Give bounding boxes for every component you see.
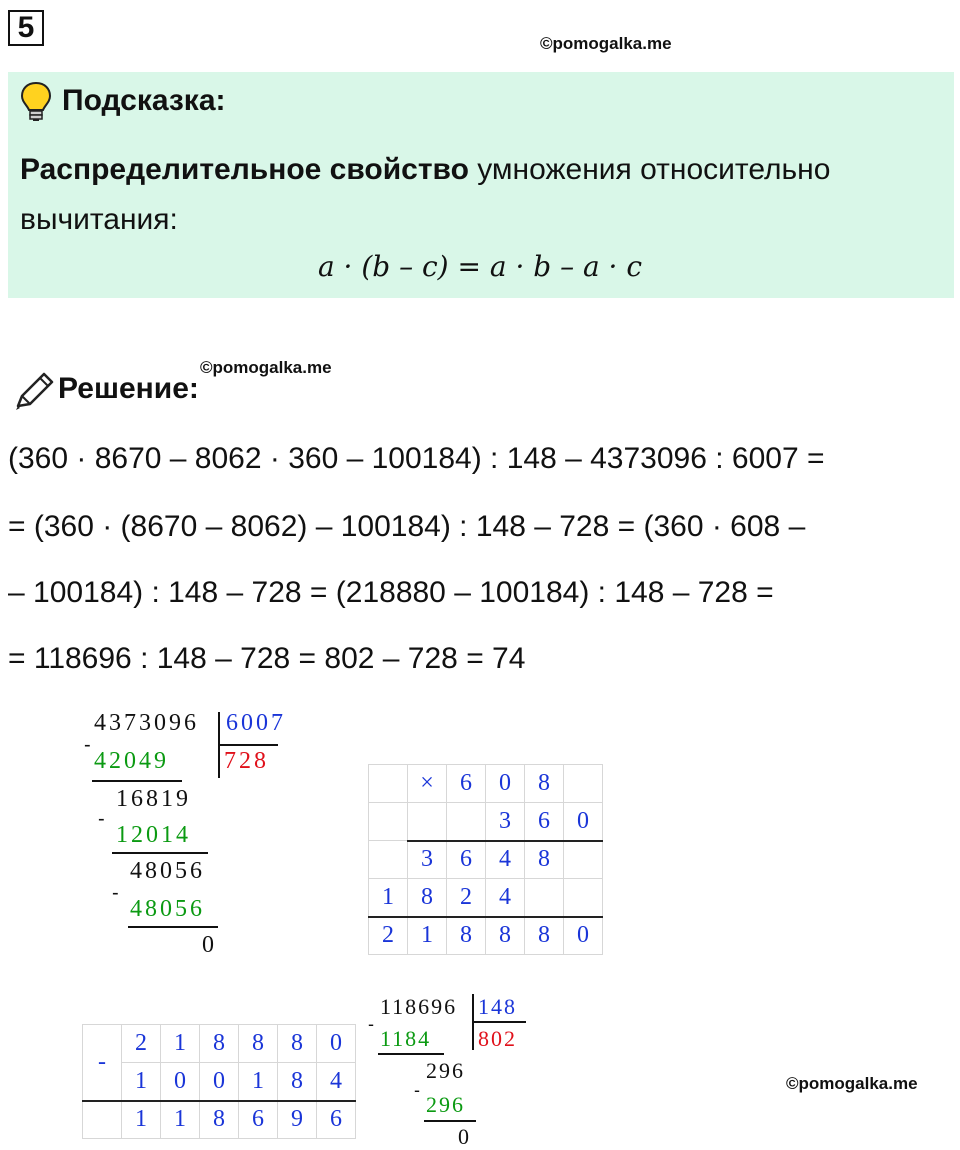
step-line: [424, 1120, 476, 1122]
minus-sign: -: [98, 808, 105, 830]
minus-sign: -: [112, 882, 119, 904]
multiplication-grid: [368, 764, 603, 955]
grid-cell: 8: [525, 841, 564, 879]
grid-cell: 6: [525, 803, 564, 841]
grid-cell: 1: [161, 1025, 200, 1063]
grid-cell: 1: [122, 1101, 161, 1139]
hint-text-bold: Распределительное свойство: [20, 153, 469, 186]
grid-cell: 1: [122, 1063, 161, 1101]
dividend: 4373096: [94, 710, 199, 736]
hint-text-rest: умножения относительно вычитания:: [20, 153, 831, 236]
grid-cell: 9: [278, 1101, 317, 1139]
grid-cell: 0: [564, 917, 603, 955]
grid-cell: 8: [525, 917, 564, 955]
grid-cell: 4: [486, 841, 525, 879]
grid-cell: 0: [564, 803, 603, 841]
grid-cell: 0: [200, 1063, 239, 1101]
grid-cell: [525, 879, 564, 917]
grid-cell: [369, 803, 408, 841]
remainder: 0: [458, 1124, 472, 1149]
watermark: ©pomogalka.me: [786, 1074, 918, 1093]
solution-line-3: – 100184) : 148 – 728 = (218880 – 100184) : 148 – 728 =: [8, 576, 774, 609]
solution-line-1: (360 · 8670 – 8062 · 360 – 100184) : 148 – 4373096 : 6007 =: [8, 442, 825, 475]
grid-cell: 2: [447, 879, 486, 917]
grid-cell: 8: [408, 879, 447, 917]
grid-cell: [564, 841, 603, 879]
grid-cell: 8: [278, 1025, 317, 1063]
divisor: 148: [478, 994, 517, 1019]
hint-text: [20, 145, 920, 245]
grid-cell: [564, 765, 603, 803]
remainder: 48056: [130, 858, 205, 884]
grid-cell: 6: [447, 765, 486, 803]
remainder: 296: [426, 1058, 465, 1083]
grid-cell: 8: [200, 1025, 239, 1063]
subtrahend: 12014: [116, 822, 191, 848]
dividend: 118696: [380, 994, 458, 1019]
grid-cell: 1: [161, 1101, 200, 1139]
step-line: [112, 852, 208, 854]
grid-cell: 0: [317, 1025, 356, 1063]
subtrahend: 48056: [130, 896, 205, 922]
grid-cell: [447, 803, 486, 841]
grid-cell: 4: [317, 1063, 356, 1101]
quotient: 728: [224, 748, 269, 774]
divisor: 6007: [226, 710, 286, 736]
grid-cell: 6: [239, 1101, 278, 1139]
divisor-underline: [220, 744, 278, 746]
grid-cell: 8: [200, 1101, 239, 1139]
lightbulb-icon: [18, 80, 54, 122]
grid-cell: [83, 1101, 122, 1139]
grid-cell: 0: [161, 1063, 200, 1101]
grid-cell: 2: [369, 917, 408, 955]
grid-cell: 3: [486, 803, 525, 841]
grid-cell: 6: [447, 841, 486, 879]
grid-cell: 8: [278, 1063, 317, 1101]
solution-line-2: = (360 · (8670 – 8062) – 100184) : 148 – 728 = (360 · 608 –: [8, 510, 806, 543]
grid-cell: 4: [486, 879, 525, 917]
subtrahend: 1184: [380, 1026, 432, 1051]
grid-cell: 3: [408, 841, 447, 879]
minus-sign: -: [84, 734, 91, 756]
minus-sign: -: [368, 1014, 374, 1034]
grid-cell: [408, 803, 447, 841]
minus-sign: -: [414, 1080, 420, 1100]
grid-cell: 8: [239, 1025, 278, 1063]
grid-cell: [564, 879, 603, 917]
watermark: ©pomogalka.me: [540, 34, 672, 53]
quotient: 802: [478, 1026, 517, 1051]
minus-sign: -: [83, 1025, 122, 1101]
pencil-icon: [12, 372, 54, 412]
hint-title: Подсказка:: [62, 84, 226, 117]
grid-cell: [369, 765, 408, 803]
grid-cell: 1: [408, 917, 447, 955]
grid-cell: 8: [447, 917, 486, 955]
divisor-underline: [474, 1021, 526, 1023]
hint-formula: a · (b – c) = a · b – a · c: [317, 250, 643, 283]
subtrahend: 42049: [94, 748, 169, 774]
grid-cell: 1: [369, 879, 408, 917]
step-line: [128, 926, 218, 928]
subtrahend: 296: [426, 1092, 465, 1117]
grid-cell: 6: [317, 1101, 356, 1139]
grid-cell: 1: [239, 1063, 278, 1101]
grid-cell: 8: [486, 917, 525, 955]
step-line: [92, 780, 182, 782]
watermark: ©pomogalka.me: [200, 358, 332, 377]
remainder: 0: [202, 932, 217, 958]
grid-cell: 8: [525, 765, 564, 803]
grid-cell: [369, 841, 408, 879]
solution-line-4: = 118696 : 148 – 728 = 802 – 728 = 74: [8, 642, 526, 675]
grid-cell: 2: [122, 1025, 161, 1063]
step-line: [378, 1053, 444, 1055]
subtraction-grid: [82, 1024, 356, 1139]
grid-cell: 0: [486, 765, 525, 803]
grid-cell: ×: [408, 765, 447, 803]
solution-title: Решение:: [58, 372, 199, 405]
task-number: 5: [8, 10, 44, 46]
remainder: 16819: [116, 786, 191, 812]
